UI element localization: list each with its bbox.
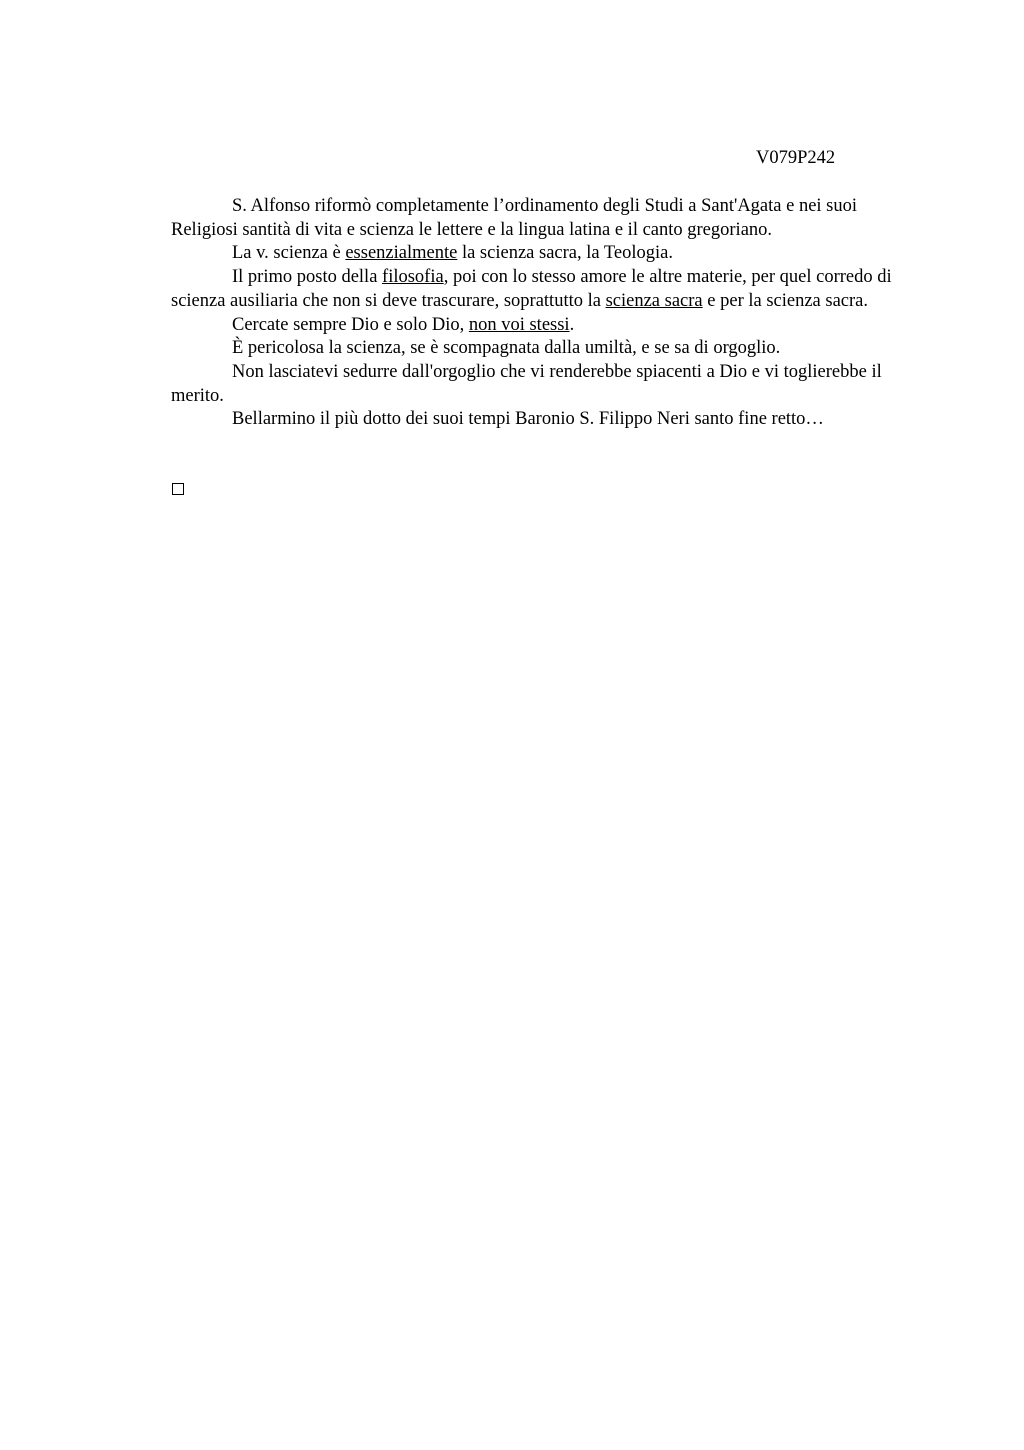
paragraph	[171, 242, 923, 266]
paragraph	[171, 361, 923, 408]
page-identifier: V079P242	[756, 148, 836, 168]
paragraph	[171, 314, 923, 338]
paragraph	[171, 337, 923, 361]
text-segment: .	[569, 314, 575, 335]
paragraph	[171, 195, 923, 242]
underlined-text: scienza sacra	[605, 290, 703, 311]
text-segment: S. Alfonso riformò completamente l’ordinamento degli Studi a Sant'Agata e nei suoi Religiosi santità di vita e scienza le lettere e la lingua latina e il canto gregoriano.	[171, 196, 858, 240]
text-segment: Cercate sempre Dio e solo Dio,	[232, 314, 469, 335]
text-segment: la scienza sacra, la Teologia.	[457, 243, 673, 264]
paragraph	[171, 408, 923, 432]
empty-square-icon	[172, 483, 184, 495]
underlined-text: non voi stessi	[468, 314, 570, 335]
text-segment: Non lasciatevi sedurre dall'orgoglio che vi renderebbe spiacenti a Dio e vi toglierebbe il merito.	[171, 361, 882, 406]
paragraph	[171, 266, 923, 313]
document-body	[171, 195, 923, 432]
text-segment: , poi con lo stesso amore le altre materie, per quel corredo di scienza ausiliaria che non si deve trascurare, soprattutto la	[171, 267, 892, 311]
text-segment: Il primo posto della	[232, 267, 383, 288]
text-segment: Bellarmino il più dotto dei suoi tempi Baronio S. Filippo Neri santo fine retto…	[232, 409, 824, 430]
text-segment: La v. scienza è	[232, 243, 346, 264]
text-segment: e per la scienza sacra.	[702, 290, 869, 311]
text-segment: È pericolosa la scienza, se è scompagnata dalla umiltà, e se sa di orgoglio.	[232, 338, 781, 359]
underlined-text: filosofia	[382, 267, 444, 288]
underlined-text: essenzialmente	[345, 243, 458, 264]
